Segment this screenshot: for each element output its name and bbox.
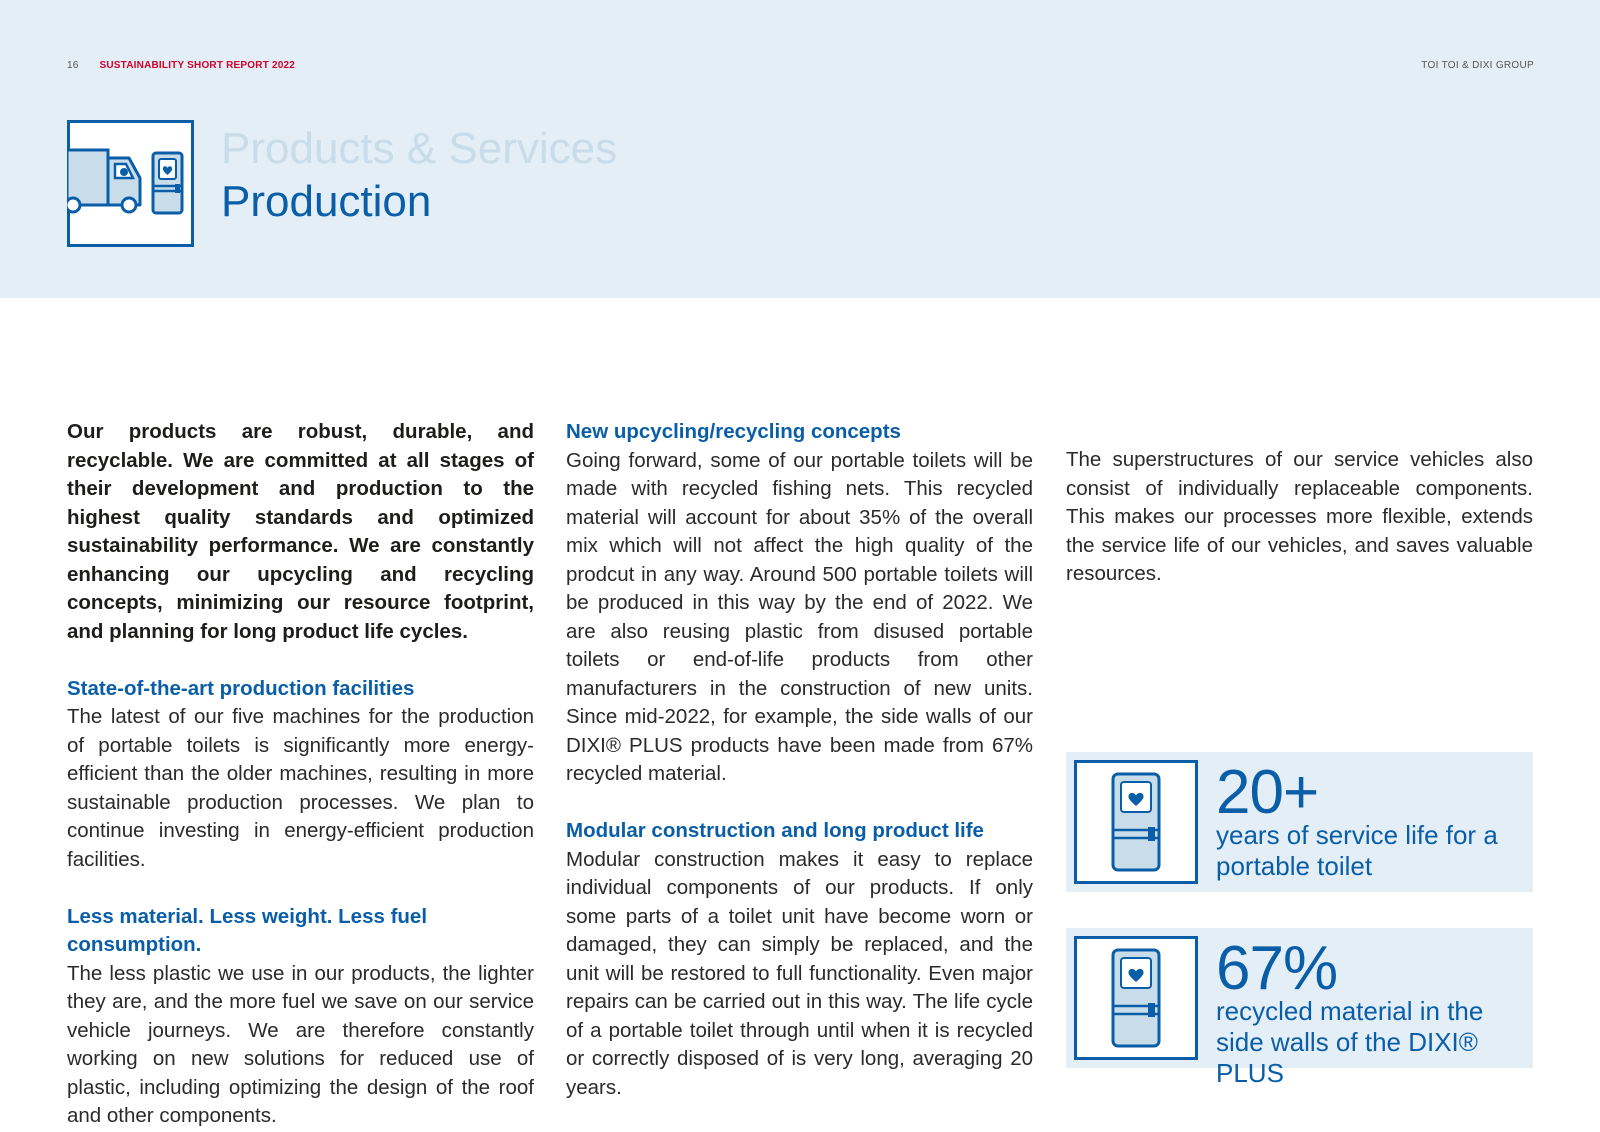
page-number: 16 [67, 60, 79, 71]
material-paragraph: The less plastic we use in our products, the lighter they are, and the more fuel we save on our service vehicle journeys. We are therefore constantly working on new solutions for reduced use of plastic, including optimizing the design of the roof and other components. [67, 961, 534, 1127]
vehicles-paragraph: The superstructures of our service vehicles also consist of individually replaceable components. This makes our processes more flexible, extends the service life of our vehicles, and saves valuable resources. [1066, 448, 1533, 585]
facilities-heading: State-of-the-art production facilities [67, 676, 415, 700]
running-header [67, 60, 295, 71]
stat-label: recycled material in the side walls of the DIXI® PLUS [1216, 996, 1484, 1088]
intro-paragraph: Our products are robust, durable, and recyclable. We are committed at all stages of their development and production to the highest quality standards and optimized sustainability performance. We are constantly enhancing our upcycling and recycling concepts, minimizing our resource footprint, and planning for long product life cycles. [67, 420, 534, 643]
material-heading: Less material. Less weight. Less fuel consumption. [67, 904, 428, 956]
column-3 [1066, 446, 1533, 589]
report-title: SUSTAINABILITY SHORT REPORT 2022 [99, 60, 296, 71]
column-1 [67, 418, 534, 1131]
modular-heading: Modular construction and long product life [566, 819, 984, 842]
portable-toilet-icon [1074, 936, 1198, 1060]
page-title: Production [221, 177, 432, 226]
stat-number: 67% [1216, 934, 1338, 1003]
modular-paragraph: Modular construction makes it easy to replace individual components of our products. If only some parts of a toilet unit have become worn or damaged, they can simply be replaced, and the unit will be restored to full functionality. Even major repairs can be carried out in this way. The life cycle of a portable toilet through until when it is recycled or correctly disposed of is very long, averaging 20 years. [566, 847, 1033, 1099]
column-2 [566, 418, 1033, 1102]
facilities-paragraph: The latest of our five machines for the production of portable toilets is significantly more energy-efficient than the older machines, resulting in more sustainable production processes. We plan to continue investing in energy-efficient production facilities. [67, 705, 534, 871]
upcycling-paragraph: Going forward, some of our portable toilets will be made with recycled fishing nets. This recycled material will account for about 35% of the overall mix which will not affect the high quality of the prodcut in any way. Around 500 portable toilets will be produced in this way by the end of 2022. We are also reusing plastic from disused portable toilets or end-of-life products from other manufacturers in the construction of new units. Since mid-2022, for example, the side walls of our DIXI® PLUS products have been made from 67% recycled material. [566, 448, 1033, 785]
stat-label: years of service life for a portable toilet [1216, 820, 1498, 881]
stat-number: 20+ [1216, 758, 1319, 827]
portable-toilet-icon [1074, 760, 1198, 884]
company-name: TOI TOI & DIXI GROUP [1421, 60, 1534, 71]
stat-box-service-life [1066, 752, 1533, 892]
section-kicker: Products & Services [221, 124, 618, 173]
upcycling-heading: New upcycling/recycling concepts [566, 420, 901, 443]
truck-and-portable-toilet-icon [67, 120, 194, 247]
stat-box-recycled-material [1066, 928, 1533, 1088]
